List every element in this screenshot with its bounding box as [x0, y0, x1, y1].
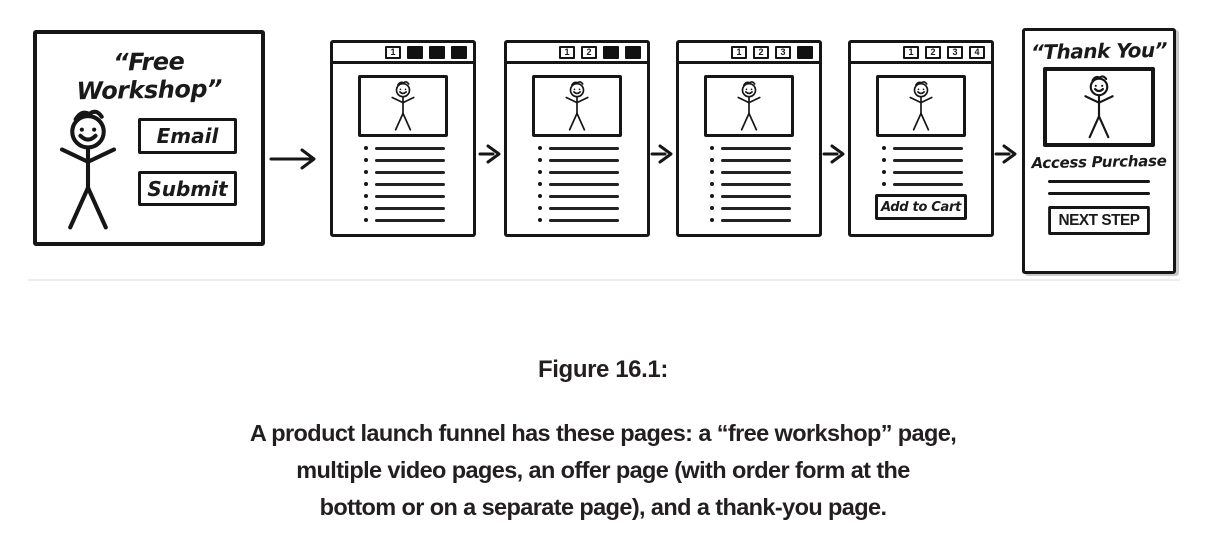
figure-label: Figure 16.1:: [538, 356, 668, 383]
step-tabs: [333, 43, 473, 64]
page-scan-edge: [28, 279, 1180, 281]
tab-step-2: 2: [925, 46, 941, 59]
bullet-line: [710, 206, 819, 210]
video-player: [1043, 67, 1155, 147]
video-player: [876, 75, 966, 137]
tab-step-1: 1: [903, 46, 919, 59]
step-tabs: [507, 43, 647, 64]
arrow-right-icon: [650, 142, 676, 166]
submit-button: Submit: [138, 171, 237, 206]
bullet-text-lines: [851, 146, 991, 186]
bullet-line: [364, 170, 473, 174]
caption-line: bottom or on a separate page), and a thank-you page.: [319, 494, 887, 520]
bullet-line: [882, 170, 991, 174]
bullet-line: [882, 158, 991, 162]
stick-figure-icon: [901, 80, 941, 132]
bullet-line: [364, 146, 473, 150]
tab-step-2: 2: [581, 46, 597, 59]
bullet-line: [710, 158, 819, 162]
bullet-line: [538, 194, 647, 198]
stick-figure-icon: [557, 80, 597, 132]
video-page-3-card: [676, 40, 822, 237]
email-field: Email: [138, 118, 237, 154]
bullet-line: [710, 146, 819, 150]
bullet-line: [364, 182, 473, 186]
video-page-2-card: [504, 40, 650, 237]
stick-figure-icon: [1075, 74, 1123, 140]
tab-step-4: [625, 46, 641, 59]
tab-step-4: 4: [969, 46, 985, 59]
bullet-line: [710, 194, 819, 198]
bullet-line: [538, 218, 647, 222]
thank-you-page-card: [1022, 28, 1176, 274]
video-player: [532, 75, 622, 137]
arrow-right-icon: [822, 142, 848, 166]
bullet-line: [538, 182, 647, 186]
text-line: [1048, 180, 1150, 183]
tab-step-1: 1: [731, 46, 747, 59]
bullet-line: [364, 206, 473, 210]
caption-body: [0, 415, 1206, 526]
bullet-line: [364, 158, 473, 162]
bullet-line: [538, 206, 647, 210]
bullet-line: [882, 182, 991, 186]
caption-line: A product launch funnel has these pages: a “free workshop” page,: [249, 420, 957, 446]
bullet-line: [710, 170, 819, 174]
tab-step-1: 1: [559, 46, 575, 59]
tab-step-3: 3: [775, 46, 791, 59]
step-tabs: [679, 43, 819, 64]
tab-step-2: [407, 46, 423, 59]
stick-figure-icon: [47, 106, 129, 236]
bullet-line: [364, 218, 473, 222]
bullet-text-lines: [679, 146, 819, 222]
tab-step-3: 3: [947, 46, 963, 59]
stick-figure-icon: [729, 80, 769, 132]
bullet-line: [364, 194, 473, 198]
tab-step-4: [451, 46, 467, 59]
workshop-page-title: “Free Workshop”: [76, 47, 223, 106]
bullet-line: [710, 182, 819, 186]
add-to-cart-button: Add to Cart: [875, 194, 967, 220]
tab-step-1: 1: [385, 46, 401, 59]
text-line: [1048, 192, 1150, 195]
bullet-text-lines: [333, 146, 473, 222]
offer-page-card: [848, 40, 994, 237]
tab-step-3: [603, 46, 619, 59]
figure-caption: [0, 356, 1206, 526]
bullet-line: [882, 146, 991, 150]
arrow-right-icon: [268, 146, 322, 172]
video-player: [704, 75, 794, 137]
bullet-line: [710, 218, 819, 222]
caption-line: multiple video pages, an offer page (with order form at the: [296, 457, 910, 483]
next-step-button: NEXT STEP: [1048, 206, 1150, 235]
thank-you-title: “Thank You”: [1030, 37, 1168, 65]
access-purchase-label: Access Purchase: [1031, 151, 1167, 173]
video-player: [358, 75, 448, 137]
step-tabs: [851, 43, 991, 64]
arrow-right-icon: [994, 142, 1020, 166]
tab-step-3: [429, 46, 445, 59]
stick-figure-icon: [383, 80, 423, 132]
arrow-right-icon: [478, 142, 504, 166]
tab-step-4: [797, 46, 813, 59]
free-workshop-page-card: [33, 30, 265, 246]
bullet-text-lines: [507, 146, 647, 222]
tab-step-2: 2: [753, 46, 769, 59]
bullet-line: [538, 146, 647, 150]
bullet-line: [538, 158, 647, 162]
bullet-line: [538, 170, 647, 174]
video-page-1-card: [330, 40, 476, 237]
